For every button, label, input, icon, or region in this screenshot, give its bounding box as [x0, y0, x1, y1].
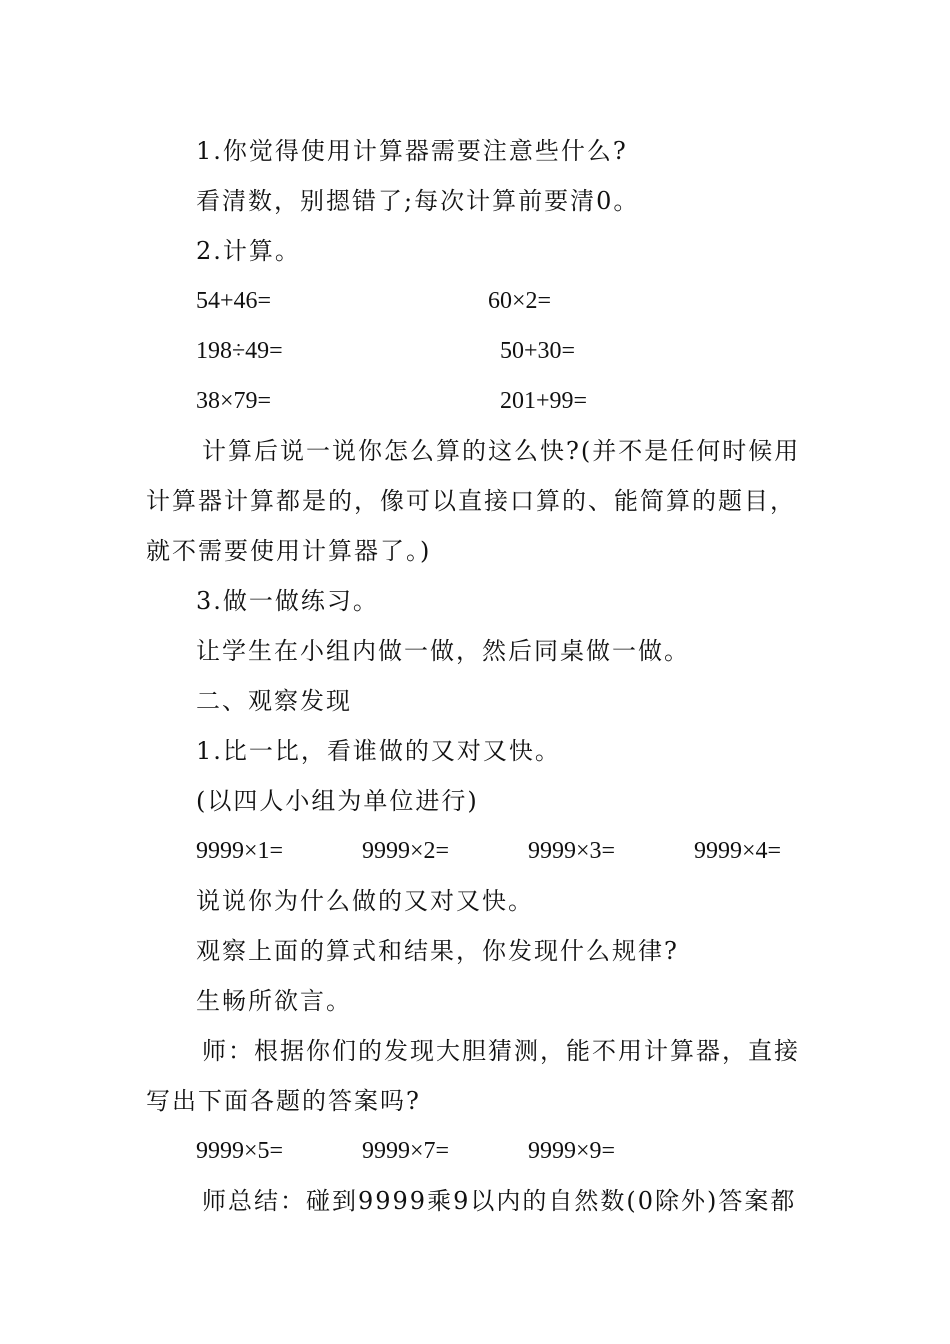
calc-expression: 9999×5=: [196, 1138, 284, 1164]
student-line: 生畅所欲言。: [196, 987, 352, 1015]
calc-expression: 9999×9=: [528, 1138, 616, 1164]
teacher-line-2: 写出下面各题的答案吗?: [146, 1087, 421, 1115]
calc-expression: 60×2=: [488, 288, 552, 314]
calc-expression: 50+30=: [500, 338, 576, 364]
discussion-line-1: 计算后说一说你怎么算的这么快?(并不是任何时候用: [202, 437, 801, 465]
section-note: (以四人小组为单位进行): [196, 787, 479, 815]
calc-expression: 9999×3=: [528, 838, 616, 864]
explain-line: 说说你为什么做的又对又快。: [196, 887, 534, 915]
calc-expression: 38×79=: [196, 388, 272, 414]
section-question-1: 1.比一比，看谁做的又对又快。: [196, 737, 561, 765]
answer-3: 让学生在小组内做一做，然后同桌做一做。: [196, 637, 690, 665]
calc-expression: 198÷49=: [196, 338, 283, 364]
question-3: 3.做一做练习。: [196, 587, 379, 615]
calc-expression: 54+46=: [196, 288, 272, 314]
question-2: 2.计算。: [196, 237, 301, 265]
observe-line: 观察上面的算式和结果，你发现什么规律?: [196, 937, 679, 965]
calc-expression: 201+99=: [500, 388, 588, 414]
calc-expression: 9999×2=: [362, 838, 450, 864]
summary-line: 师总结：碰到9999乘9以内的自然数(0除外)答案都: [202, 1187, 797, 1215]
answer-1: 看清数，别摁错了;每次计算前要清0。: [196, 187, 640, 215]
discussion-line-3: 就不需要使用计算器了。): [146, 537, 432, 565]
question-1: 1.你觉得使用计算器需要注意些什么?: [196, 137, 628, 165]
calc-expression: 9999×4=: [694, 838, 782, 864]
section-heading: 二、观察发现: [196, 687, 352, 715]
calc-expression: 9999×1=: [196, 838, 284, 864]
discussion-line-2: 计算器计算都是的，像可以直接口算的、能简算的题目，: [146, 487, 796, 515]
calc-expression: 9999×7=: [362, 1138, 450, 1164]
teacher-line-1: 师：根据你们的发现大胆猜测，能不用计算器，直接: [202, 1037, 800, 1065]
